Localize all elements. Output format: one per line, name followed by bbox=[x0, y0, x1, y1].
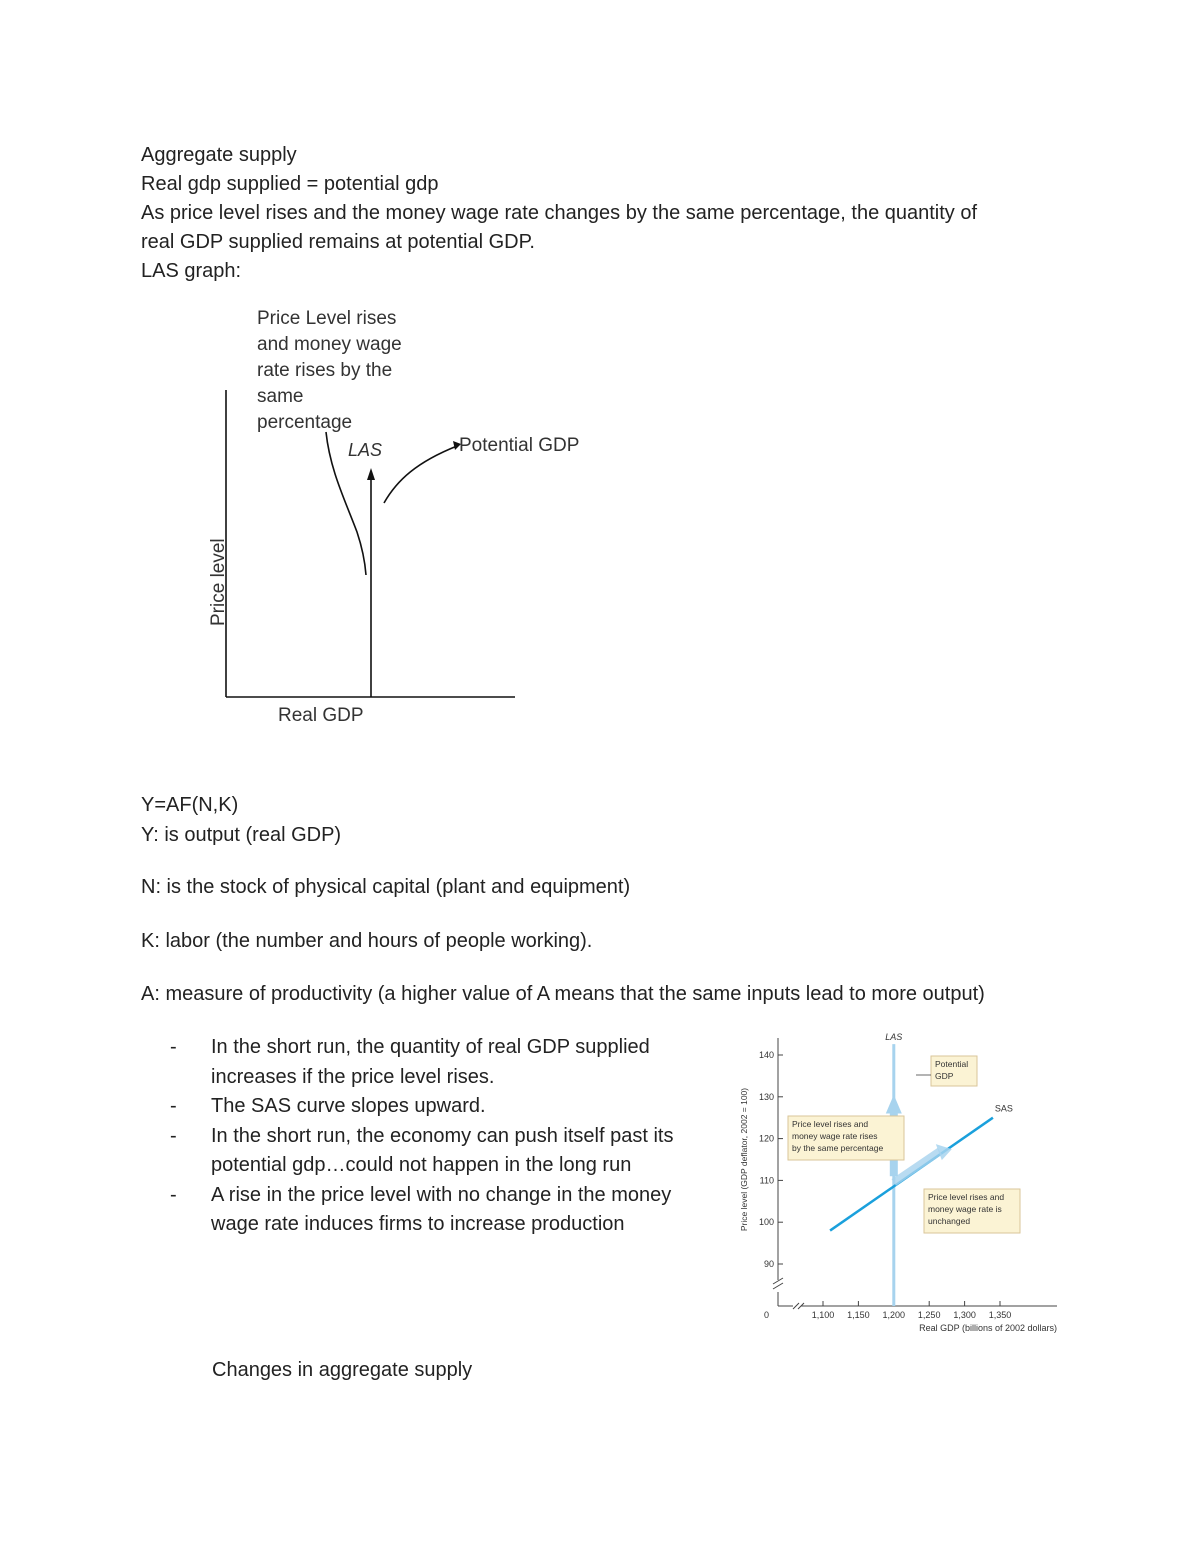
bullet-text: In the short run, the economy can push itself past its potential gdp…could not happen in the long run bbox=[211, 1124, 674, 1176]
las-label: LAS bbox=[885, 1032, 903, 1043]
sas-annotation-text: unchanged bbox=[928, 1216, 971, 1226]
bullet-dash: - bbox=[170, 1095, 177, 1117]
x-tick-label: 1,200 bbox=[882, 1310, 906, 1320]
las-graph-label: LAS graph: bbox=[141, 260, 242, 282]
las-annotation-text: Price level rises and bbox=[792, 1119, 869, 1129]
definition-a: A: measure of productivity (a higher value of A means that the same inputs lead to more output) bbox=[141, 983, 985, 1005]
las-description-line2: real GDP supplied remains at potential GDP. bbox=[141, 231, 535, 253]
potential-gdp-label: Potential GDP bbox=[459, 435, 580, 456]
bullet-dash: - bbox=[170, 1183, 177, 1206]
definition-n: N: is the stock of physical capital (plant and equipment) bbox=[141, 876, 631, 898]
las-annotation-line: Price Level rises bbox=[257, 308, 397, 329]
bullet-text: The SAS curve slopes upward. bbox=[211, 1095, 486, 1117]
potential-pointer-line bbox=[384, 446, 457, 503]
y-tick-label: 90 bbox=[763, 1259, 774, 1269]
bullet-text: A rise in the price level with no change in the money wage rate induces firms to increase production bbox=[211, 1183, 672, 1235]
las-annotation-line: and money wage bbox=[257, 334, 402, 355]
las-annotation bbox=[257, 308, 402, 433]
x-tick-label: 1,100 bbox=[811, 1310, 835, 1320]
las-annotation-line: percentage bbox=[257, 412, 353, 433]
las-annotation-text: money wage rate rises bbox=[792, 1131, 878, 1141]
y-tick-label: 130 bbox=[758, 1091, 774, 1102]
las-xlabel: Real GDP bbox=[278, 705, 364, 726]
list-item bbox=[170, 1033, 730, 1092]
x-tick-label: 1,150 bbox=[847, 1310, 870, 1320]
las-ylabel: Price level bbox=[208, 538, 229, 626]
y-tick-label: 120 bbox=[758, 1133, 774, 1144]
las-annotation-line: rate rises by the bbox=[257, 360, 393, 381]
y-tick-label: 110 bbox=[759, 1175, 774, 1186]
x-tick-label: 1,350 bbox=[988, 1310, 1012, 1320]
list-item bbox=[170, 1181, 730, 1240]
bullet-text: In the short run, the quantity of real GDP supplied increases if the price level rises. bbox=[211, 1036, 650, 1088]
x-tick-label: 1,250 bbox=[917, 1310, 941, 1320]
bullet-dash: - bbox=[170, 1036, 177, 1058]
bullet-list bbox=[170, 1033, 730, 1240]
origin-label: 0 bbox=[763, 1310, 769, 1320]
y-tick-label: 100 bbox=[758, 1217, 774, 1228]
y-tick-label: 140 bbox=[758, 1050, 774, 1060]
las-arrow-head bbox=[367, 468, 375, 480]
las-curve-label: LAS bbox=[348, 440, 383, 460]
definition-k: K: labor (the number and hours of people working). bbox=[141, 930, 593, 952]
definition-y: Y: is output (real GDP) bbox=[141, 824, 342, 846]
sas-annotation-text: money wage rate is bbox=[928, 1204, 1002, 1214]
y-axis-label: Price level (GDP deflator, 2002 = 100) bbox=[739, 1087, 749, 1232]
x-axis-label: Real GDP (billions of 2002 dollars) bbox=[919, 1323, 1057, 1333]
production-function: Y=AF(N,K) bbox=[141, 794, 239, 816]
potential-gdp-annotation-text: Potential bbox=[935, 1059, 969, 1069]
list-item bbox=[170, 1092, 730, 1122]
las-graph bbox=[195, 300, 615, 730]
sas-label: SAS bbox=[994, 1103, 1013, 1114]
las-annotation-line: same bbox=[257, 386, 304, 407]
sas-annotation-text: Price level rises and bbox=[928, 1192, 1005, 1202]
potential-gdp-annotation-text: GDP bbox=[935, 1071, 954, 1081]
bullet-dash: - bbox=[170, 1124, 177, 1147]
las-annotation-text: by the same percentage bbox=[792, 1143, 884, 1153]
aggregate-supply-chart bbox=[735, 1030, 1075, 1340]
section-heading-changes: Changes in aggregate supply bbox=[212, 1359, 473, 1381]
las-description-line1: As price level rises and the money wage rate changes by the same percentage, the quantity of bbox=[141, 202, 978, 224]
list-item bbox=[170, 1122, 730, 1181]
heading: Aggregate supply bbox=[141, 144, 297, 166]
x-tick-label: 1,300 bbox=[953, 1310, 976, 1320]
las-shift-arrow-head bbox=[886, 1095, 902, 1114]
potential-gdp-statement: Real gdp supplied = potential gdp bbox=[141, 173, 439, 195]
